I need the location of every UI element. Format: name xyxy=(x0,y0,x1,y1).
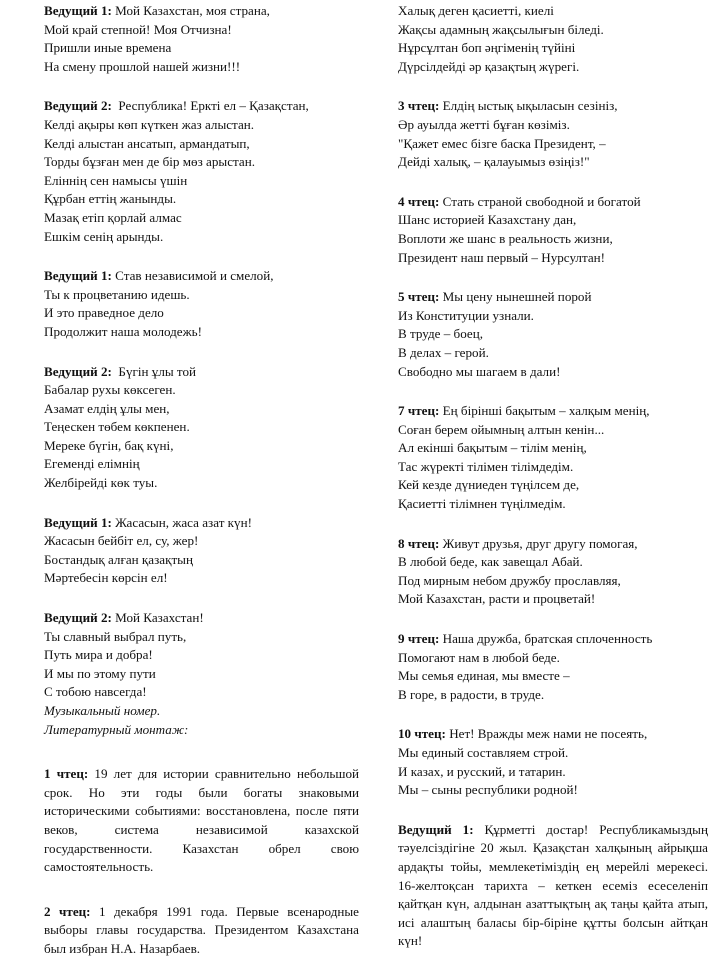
verse-line: Жақсы адамның жақсылығын біледі. xyxy=(398,21,604,37)
verse-line: Құрбан еттің жанынды. xyxy=(44,191,177,207)
verse-line: Помогают нам в любой беде. xyxy=(398,649,560,665)
verse-line: Мы семья единая, мы вместе – xyxy=(398,668,570,684)
verse-line: В труде – боец, xyxy=(398,326,484,342)
verse-line: Азамат елдің ұлы мен, xyxy=(44,400,170,416)
verse-line: Ты к процветанию идешь. xyxy=(44,286,190,302)
verse-block xyxy=(398,535,708,609)
verse-line: Бабалар рухы көксеген. xyxy=(44,382,176,398)
prose-paragraph xyxy=(44,903,359,959)
verse-block xyxy=(398,2,708,76)
speaker-label: Ведущий 2: xyxy=(44,363,112,379)
verse-block xyxy=(44,2,359,76)
stage-direction: Музыкальный номер. xyxy=(44,703,161,718)
paragraph-text: 1 декабря 1991 года. Первые всенародные выборы главы государства. Президентом Казахстана был избран Н.А. Назарбаев. xyxy=(44,903,359,956)
speaker-label: 1 чтец: xyxy=(44,766,89,782)
verse-line: Торды бұзған мен де бір мөз арыстан. xyxy=(44,154,255,170)
verse-block xyxy=(398,193,708,267)
verse-line: Ешкім сенің арынды. xyxy=(44,228,164,244)
verse-line: Мы – сыны республики родной! xyxy=(398,782,578,798)
speaker-label: 8 чтец: xyxy=(398,535,440,551)
verse-line: Свободно мы шагаем в дали! xyxy=(398,363,561,379)
prose-paragraph xyxy=(398,821,708,951)
verse-line: Наша дружба, братская сплоченность xyxy=(442,631,653,647)
verse-line: Продолжит наша молодежь! xyxy=(44,323,202,339)
verse-block xyxy=(44,97,359,246)
speaker-label: Ведущий 1: xyxy=(44,3,112,18)
verse-line: Республика! Еркті ел – Қазақстан, xyxy=(118,98,309,114)
verse-line: Егеменді елімнің xyxy=(44,456,140,472)
speaker-label: 7 чтец: xyxy=(398,403,440,419)
verse-line: Еліннің сен намысы үшін xyxy=(44,172,188,188)
verse-line: "Қажет емес бізге баска Президент, – xyxy=(398,135,606,151)
verse-line: Келді алыстан ансатып, армандатып, xyxy=(44,135,250,151)
verse-block xyxy=(44,267,359,341)
verse-line: Жасасын, жаса азат күн! xyxy=(115,514,252,530)
verse-line: Мы цену нынешней порой xyxy=(442,289,592,305)
speaker-label: 2 чтец: xyxy=(44,903,91,919)
verse-line: Желбірейді көк туы. xyxy=(44,475,158,491)
speaker-label: Ведущий 1: xyxy=(44,514,112,530)
verse-block xyxy=(398,97,708,171)
stage-direction: Литературный монтаж: xyxy=(44,721,189,737)
verse-line: Келді ақыры көп күткен жаз алыстан. xyxy=(44,116,255,132)
speaker-label: 3 чтец: xyxy=(398,98,440,114)
verse-block xyxy=(398,402,708,514)
verse-block xyxy=(398,288,708,381)
verse-line: Тас жүректі тілімен тілімдедім. xyxy=(398,458,574,474)
verse-line: Дүрсілдейді әр қазақтың жүрегі. xyxy=(398,58,580,74)
verse-line: Под мирным небом дружбу прославляя, xyxy=(398,572,621,588)
verse-line: Әр ауылда жетті бұған көзіміз. xyxy=(398,116,570,132)
speaker-label: Ведущий 2: xyxy=(44,98,112,114)
verse-line: Қасиетті тілімнен түңілмедім. xyxy=(398,496,566,512)
verse-line: Мереке бүгін, бақ күні, xyxy=(44,437,174,453)
verse-line: И казах, и русский, и татарин. xyxy=(398,763,566,779)
verse-line: Халық деген қасиетті, киелі xyxy=(398,3,554,18)
verse-line: Теңескен төбем көкпенен. xyxy=(44,419,190,435)
verse-line: Нұрсұлтан боп әңгіменің түйіні xyxy=(398,40,576,56)
prose-paragraph xyxy=(44,765,359,877)
speaker-label: 10 чтец: xyxy=(398,726,446,742)
verse-line: В любой беде, как завещал Абай. xyxy=(398,554,583,570)
speaker-label: Ведущий 1: xyxy=(398,821,474,837)
verse-line: Мәртебесін көрсін ел! xyxy=(44,570,168,586)
verse-line: Нет! Вражды меж нами не посеять, xyxy=(449,726,648,742)
verse-block xyxy=(44,363,359,493)
speaker-label: 5 чтец: xyxy=(398,289,440,305)
speaker-label: 9 чтец: xyxy=(398,631,440,647)
verse-line: В горе, в радости, в труде. xyxy=(398,686,545,702)
verse-line: Кей кезде дүниеден түңілсем де, xyxy=(398,477,580,493)
verse-line: Ал екінші бақытым – тілім менің, xyxy=(398,440,587,456)
verse-line: Ты славный выбрал путь, xyxy=(44,628,187,644)
verse-line: Мой край степной! Моя Отчизна! xyxy=(44,21,232,37)
verse-line: Стать страной свободной и богатой xyxy=(442,193,641,209)
paragraph-text: Құрметті достар! Республикамыздың тәуелсіздігіне 20 жыл. Қазақстан халқының айрықша ардақты тойы, мемлекетіміздің ең мерейлі мерекесі. 16-желтоқсан тарихта – кеткен есеміз есеселеніп қайтқан күн, алдынан азаттықтың ақ таңы қайта атып, исі алаштың баласы бір-біріне құтты болсын айтқан күн! xyxy=(398,821,708,949)
verse-line: Соған берем ойымның алтын кенін... xyxy=(398,421,605,437)
right-column xyxy=(398,0,708,970)
verse-line: Мой Казахстан, моя страна, xyxy=(115,3,270,18)
verse-line: Елдің ыстық ықыласын сезініз, xyxy=(442,98,618,114)
speaker-label: Ведущий 1: xyxy=(44,268,112,284)
verse-line: Пришли иные времена xyxy=(44,40,172,56)
speaker-label: 4 чтец: xyxy=(398,193,440,209)
verse-line: С тобою навсегда! xyxy=(44,684,147,700)
verse-line: Из Конституции узнали. xyxy=(398,307,534,323)
verse-line: Мой Казахстан! xyxy=(115,610,204,626)
verse-line: Бүгін ұлы той xyxy=(118,363,197,379)
paragraph-text: 19 лет для истории сравнительно небольшой срок. Но эти годы были богаты знаковыми историческими событиями: восстановлена, после пяти веков, система независимой казахской государственности. Казахстан обрел свою самостоятельность. xyxy=(44,766,359,875)
verse-line: Шанс историей Казахстану дан, xyxy=(398,212,577,228)
verse-line: Путь мира и добра! xyxy=(44,647,153,663)
verse-line: Мой Казахстан, расти и процветай! xyxy=(398,591,596,607)
verse-block xyxy=(44,514,359,588)
verse-block xyxy=(44,609,359,739)
verse-line: И мы по этому пути xyxy=(44,665,156,681)
verse-line: Бостандық алған қазақтың xyxy=(44,551,193,567)
verse-line: Воплоти же шанс в реальность жизни, xyxy=(398,230,613,246)
verse-block xyxy=(398,725,708,799)
left-column xyxy=(44,0,359,977)
verse-line: Жасасын бейбіт ел, су, жер! xyxy=(44,533,199,549)
verse-line: Став независимой и смелой, xyxy=(115,268,274,284)
verse-line: В делах – герой. xyxy=(398,344,489,360)
speaker-label: Ведущий 2: xyxy=(44,610,112,626)
verse-line: Мазақ етіп қорлай алмас xyxy=(44,209,182,225)
verse-line: На смену прошлой нашей жизни!!! xyxy=(44,58,241,74)
verse-line: Дейді халық, – қалауымыз өзіңіз!" xyxy=(398,154,590,170)
verse-line: И это праведное дело xyxy=(44,305,164,321)
verse-line: Живут друзья, друг другу помогая, xyxy=(442,535,638,551)
verse-line: Мы единый составляем строй. xyxy=(398,745,569,760)
verse-block xyxy=(398,630,708,704)
verse-line: Ең бірінші бақытым – халқым менің, xyxy=(442,403,650,419)
verse-line: Президент наш первый – Нурсултан! xyxy=(398,249,606,265)
